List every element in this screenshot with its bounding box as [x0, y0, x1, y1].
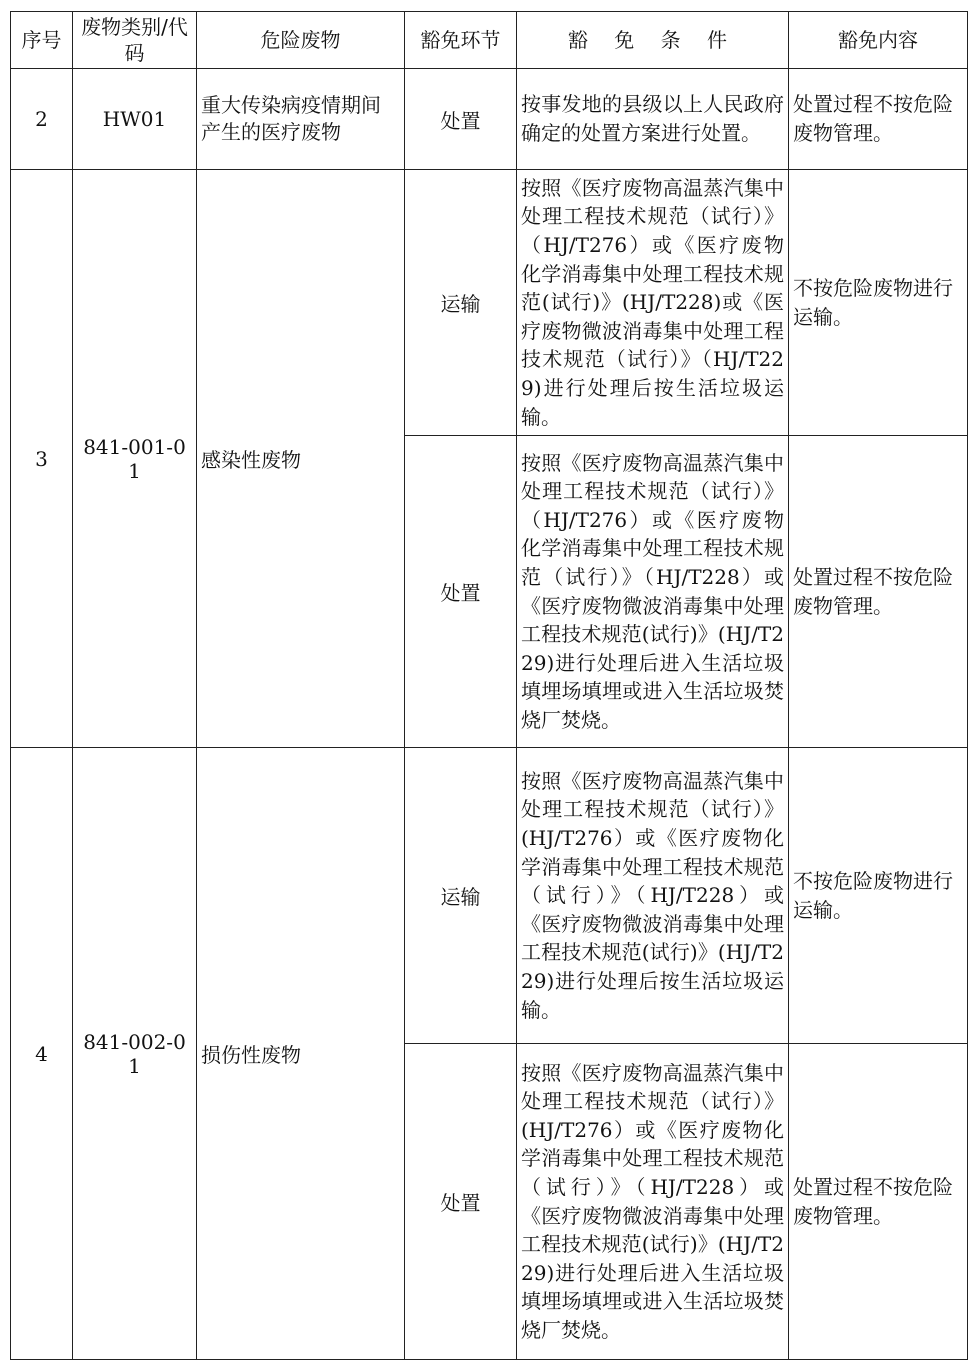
row-seq: 3 [11, 170, 73, 748]
row-code: 841-002-01 [73, 748, 197, 1360]
row-waste: 重大传染病疫情期间产生的医疗废物 [197, 69, 405, 170]
header-category-code: 废物类别/代码 [73, 12, 197, 69]
row-code: 841-001-01 [73, 170, 197, 748]
row-stage: 处置 [405, 69, 517, 170]
row-content: 不按危险废物进行运输。 [789, 170, 968, 436]
row-condition: 按事发地的县级以上人民政府确定的处置方案进行处置。 [517, 69, 789, 170]
row-content: 处置过程不按危险废物管理。 [789, 1044, 968, 1360]
row-condition: 按照《医疗废物高温蒸汽集中处理工程技术规范（试行）》(HJ/T276）或《医疗废物化学消毒集中处理工程技术规范（试行）》（HJ/T228）或《医疗废物微波消毒集中处理工程技术规范(试行)》(HJ/T229)进行处理后进入生活垃圾填埋场填埋或进入生活垃圾焚烧厂焚烧。 [517, 1044, 789, 1360]
row-condition: 按照《医疗废物高温蒸汽集中处理工程技术规范（试行）》(HJ/T276）或《医疗废物化学消毒集中处理工程技术规范（试行）》（HJ/T228）或《医疗废物微波消毒集中处理工程技术规范(试行)》(HJ/T229)进行处理后按生活垃圾运输。 [517, 748, 789, 1044]
row-stage: 运输 [405, 748, 517, 1044]
row-stage: 处置 [405, 436, 517, 748]
table-header-row [11, 12, 968, 69]
row-code: HW01 [73, 69, 197, 170]
table-row [11, 748, 968, 1044]
header-seq: 序号 [11, 12, 73, 69]
row-seq: 2 [11, 69, 73, 170]
row-stage: 运输 [405, 170, 517, 436]
row-content: 处置过程不按危险废物管理。 [789, 436, 968, 748]
header-stage: 豁免环节 [405, 12, 517, 69]
header-waste: 危险废物 [197, 12, 405, 69]
row-waste: 感染性废物 [197, 170, 405, 748]
table-row [11, 69, 968, 170]
table-row [11, 170, 968, 436]
row-content: 处置过程不按危险废物管理。 [789, 69, 968, 170]
row-condition: 按照《医疗废物高温蒸汽集中处理工程技术规范（试行）》（HJ/T276）或《医疗废物化学消毒集中处理工程技术规范（试行）》（HJ/T228）或《医疗废物微波消毒集中处理工程技术规范(试行)》(HJ/T229)进行处理后进入生活垃圾填埋场填埋或进入生活垃圾焚烧厂焚烧。 [517, 436, 789, 748]
header-content: 豁免内容 [789, 12, 968, 69]
row-waste: 损伤性废物 [197, 748, 405, 1360]
exemption-table [10, 11, 968, 1360]
header-condition: 豁 免 条 件 [517, 12, 789, 69]
row-condition: 按照《医疗废物高温蒸汽集中处理工程技术规范（试行）》（HJ/T276）或《医疗废物化学消毒集中处理工程技术规范(试行)》(HJ/T228)或《医疗废物微波消毒集中处理工程技术规范（试行）》（HJ/T229)进行处理后按生活垃圾运输。 [517, 170, 789, 436]
row-seq: 4 [11, 748, 73, 1360]
row-stage: 处置 [405, 1044, 517, 1360]
row-content: 不按危险废物进行运输。 [789, 748, 968, 1044]
